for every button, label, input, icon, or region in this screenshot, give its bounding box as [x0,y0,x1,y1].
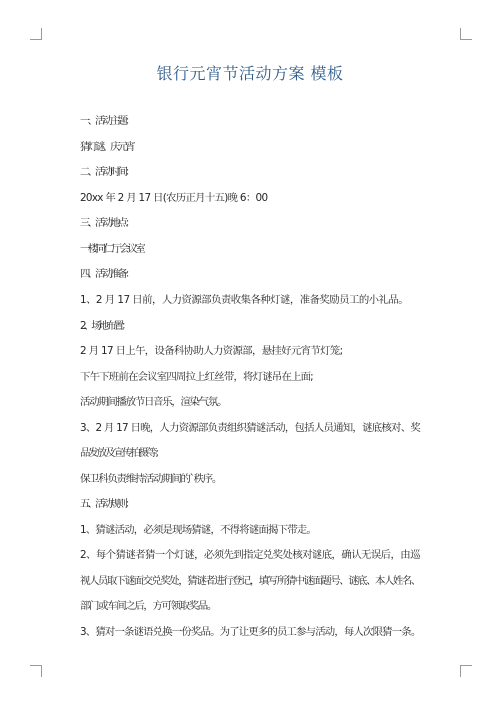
paragraph-line: 1、2 月 17 日前，人力资源部负责收集各种灯谜，准备奖励员工的小礼品。 [80,294,409,306]
paragraph-line: 保卫科负责维持活动期间的`秩序。 [80,473,222,485]
paragraph-line: 3、2 月 17 日晚，人力资源部负责组织猜谜活动，包括人员通知，谜底核对、奖 [80,422,420,434]
section-heading-theme: 一、活动主题： [80,115,133,127]
paragraph-line: 3、猜对一条谜语兑换一份奖品。为了让更多的员工参与活动，每人次限猜一条。 [80,626,421,638]
paragraph-line: 猜灯谜、庆元宵 [80,141,133,153]
paragraph-line: 20xx 年 2 月 17 日(农历正月十五)晚 6：00 [80,192,268,204]
paragraph-line: 部门或车间之后，方可领取奖品。 [80,600,216,612]
paragraph-line: 下午下班前在会议室四周拉上红丝带，将灯谜吊在上面; [80,371,313,383]
section-heading-preparation: 四、活动准备： [80,268,133,280]
paragraph-line: 2、每个猜谜者猜一个灯谜，必须先到指定兑奖处核对谜底，确认无误后，由巡 [80,549,420,561]
paragraph-line: 视人员取下谜面交兑奖处，猜谜者进行登记，填写所猜中谜面题号、谜底、本人姓名、 [80,575,420,587]
crop-mark-bottom-left [30,665,42,677]
paragraph-line: 品发放及宣传拍摄等; [80,447,158,459]
paragraph-line: 2、场地布置： [80,320,129,332]
paragraph-line: 活动期间播放节日音乐，渲染气氛。 [80,396,227,408]
paragraph-line: 一楼同仁厅会议室 [80,243,144,255]
paragraph-line: 1、猜谜活动，必须是现场猜谜，不得将谜面揭下带走。 [80,524,316,536]
section-heading-rules: 五、活动规则： [80,498,133,510]
document-title: 银行元宵节活动方案 模板 [156,64,344,83]
crop-mark-top-left [30,28,42,40]
crop-mark-top-right [460,28,472,40]
crop-mark-bottom-right [460,665,472,677]
section-heading-time: 二、活动时间： [80,166,133,178]
paragraph-line: 2 月 17 日上午，设备科协助人力资源部，悬挂好元宵节灯笼; [80,345,343,357]
section-heading-location: 三、活动地点： [80,217,133,229]
